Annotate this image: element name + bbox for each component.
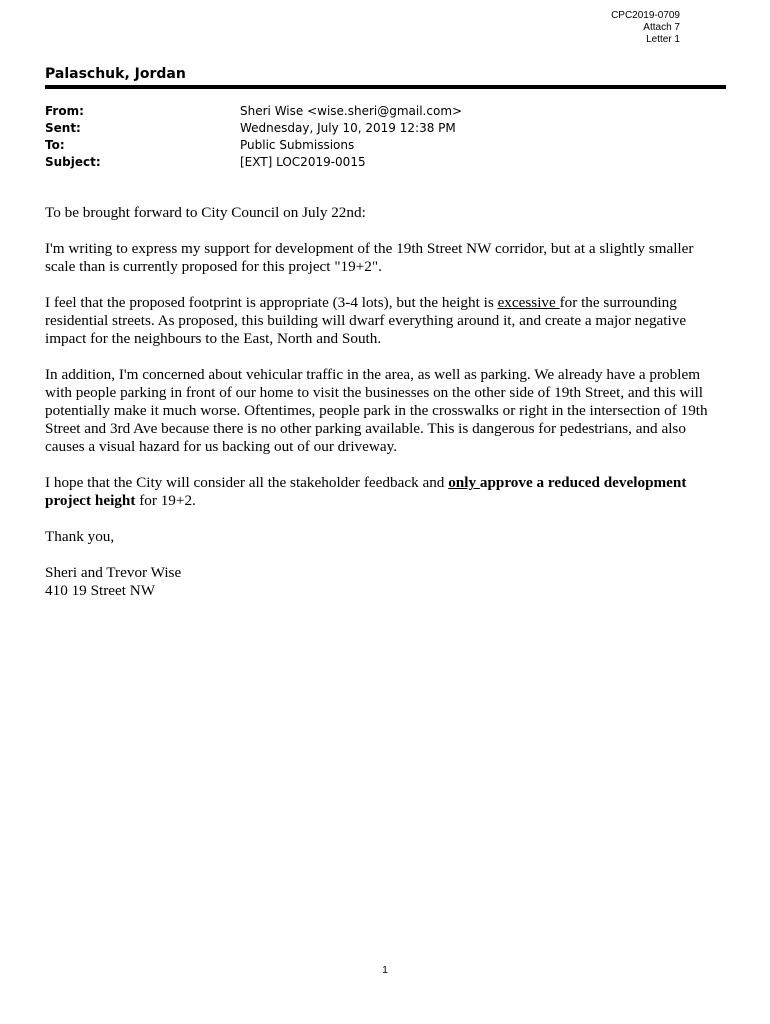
body-paragraph-intro: To be brought forward to City Council on July 22nd:: [45, 204, 366, 221]
body-paragraph-request: [45, 474, 715, 510]
request-text-start: I hope that the City will consider all the stakeholder feedback and: [45, 474, 449, 491]
page-number: 1: [382, 965, 388, 976]
sent-value: Wednesday, July 10, 2019 12:38 PM: [240, 121, 456, 135]
reference-letter: Letter 1: [646, 34, 680, 45]
signature-block: [45, 564, 715, 600]
signature-name: Sheri and Trevor Wise: [45, 564, 182, 581]
signature-address: 410 19 Street NW: [45, 582, 156, 599]
body-paragraph-height: [45, 294, 715, 348]
reference-code: CPC2019-0709: [611, 10, 680, 21]
closing-line: Thank you,: [45, 528, 115, 545]
from-label: From:: [45, 104, 84, 118]
only-emphasis: only: [448, 474, 480, 491]
document-reference: [611, 10, 680, 46]
reference-attach: Attach 7: [643, 22, 680, 33]
title-divider: [45, 85, 726, 89]
request-emphasis: approve a reduced development project height: [45, 474, 687, 509]
letter-body: [45, 204, 715, 618]
height-text-start: I feel that the proposed footprint is appropriate (3-4 lots), but the height is: [45, 294, 498, 311]
from-value: Sheri Wise <wise.sheri@gmail.com>: [240, 104, 463, 118]
body-paragraph-traffic: In addition, I'm concerned about vehicular traffic in the area, as well as parking. We already have a problem with people parking in front of our home to visit the businesses on the other side of 19th Street, and this will potentially make it much worse. Oftentimes, people park in the crosswalks or right in the intersection of 19th Street and 3rd Ave because there is no other parking available. This is dangerous for pedestrians, and also causes a visual hazard for us backing out of our driveway.: [45, 366, 708, 455]
height-text-end: for the surrounding residential streets. As proposed, this building will dwarf everything around it, and create a major negative impact for the neighbours to the East, North and South.: [45, 294, 687, 347]
subject-value: [EXT] LOC2019-0015: [240, 155, 366, 169]
excessive-emphasis: excessive: [497, 294, 560, 311]
to-label: To:: [45, 138, 65, 152]
sent-label: Sent:: [45, 121, 81, 135]
to-value: Public Submissions: [240, 138, 355, 152]
mailbox-owner-name: Palaschuk, Jordan: [45, 66, 186, 82]
body-paragraph-support: I'm writing to express my support for development of the 19th Street NW corridor, but at a slightly smaller scale than is currently proposed for this project "19+2".: [45, 240, 694, 275]
subject-label: Subject:: [45, 155, 101, 169]
request-text-end: for 19+2.: [135, 492, 196, 509]
